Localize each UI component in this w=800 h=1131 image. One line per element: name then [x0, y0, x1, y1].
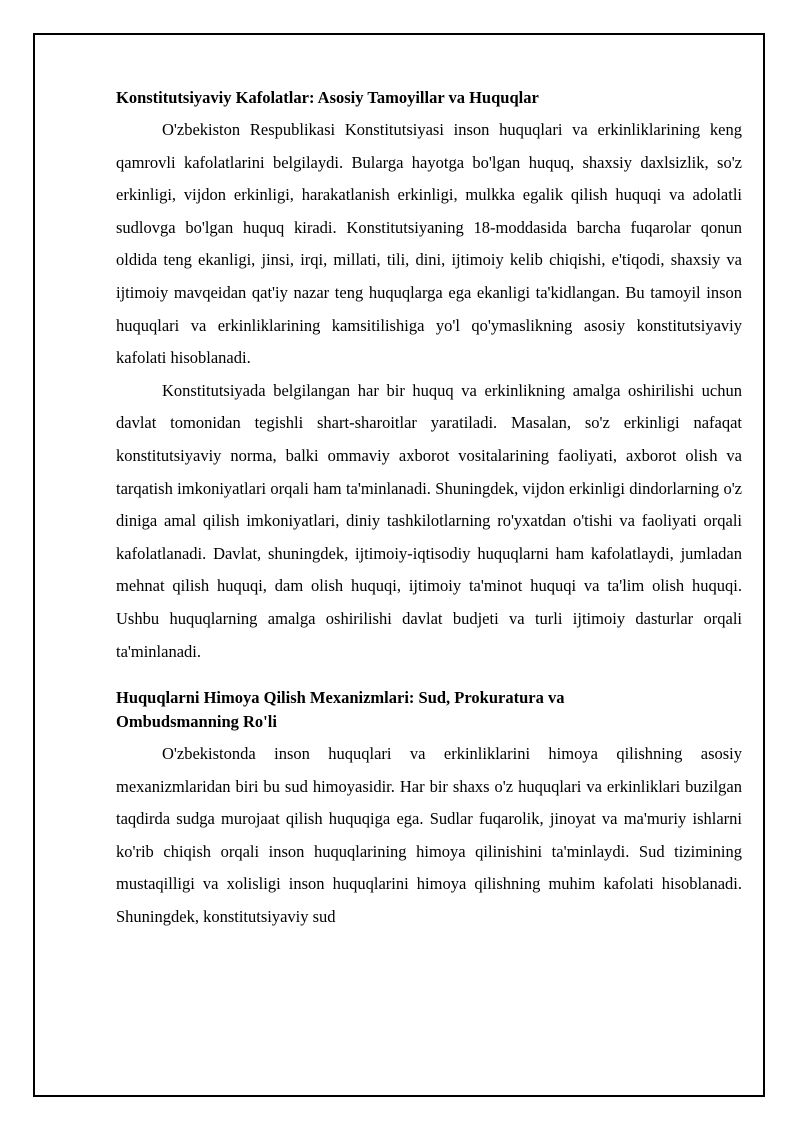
section-heading — [116, 686, 742, 734]
section-heading: Konstitutsiyaviy Kafolatlar: Asosiy Tamoyillar va Huquqlar — [116, 88, 539, 107]
section-heading-line: Ombudsmanning Ro'li — [116, 712, 277, 732]
document-body — [116, 86, 742, 934]
paragraph: O'zbekistonda inson huquqlari va erkinliklarini himoya qilishning asosiy mexanizmlaridan biri bu sud himoyasidir. Har bir shaxs o'z huquqlari va erkinliklari buzilgan taqdirda sudga murojaat qilish huquqiga ega. Sudlar fuqarolik, jinoyat va ma'muriy ishlarni ko'rib chiqish orqali inson huquqlarining himoya qilinishini ta'minlaydi. Sud tizimining mustaqilligi va xolisligi inson huquqlarini himoya qilishning muhim kafolati hisoblanadi. Shuningdek, konstitutsiyaviy sud — [116, 744, 742, 927]
paragraph: O'zbekiston Respublikasi Konstitutsiyasi inson huquqlari va erkinliklarining keng qamrovli kafolatlarini belgilaydi. Bularga hayotga bo'lgan huquq, shaxsiy daxlsizlik, so'z erkinligi, vijdon erkinligi, harakatlanish erkinligi, mulkka egalik qilish huquqi va adolatli sudlovga bo'lgan huquq kiradi. Konstitutsiyaning 18-moddasida barcha fuqarolar qonun oldida teng ekanligi, jinsi, irqi, millati, tili, dini, ijtimoiy kelib chiqishi, e'tiqodi, shaxsiy va ijtimoiy mavqeidan qat'iy nazar teng huquqlarga ega ekanligi ta'kidlangan. Bu tamoyil inson huquqlari va erkinliklarining kamsitilishiga yo'l qo'ymaslikning asosiy konstitutsiyaviy kafolati hisoblanadi. — [116, 120, 742, 368]
section-heading-line: Huquqlarni Himoya Qilish Mexanizmlari: Sud, Prokuratura va — [116, 688, 565, 708]
paragraph: Konstitutsiyada belgilangan har bir huquq va erkinlikning amalga oshirilishi uchun davlat tomonidan tegishli shart-sharoitlar yaratiladi. Masalan, so'z erkinligi nafaqat konstitutsiyaviy norma, balki ommaviy axborot vositalarining faoliyati, axborot olish va tarqatish imkoniyatlari orqali ham ta'minlanadi. Shuningdek, vijdon erkinligi dindorlarning o'z diniga amal qilish imkoniyatlari, diniy tashkilotlarning ro'yxatdan o'tishi va faoliyati orqali kafolatlanadi. Davlat, shuningdek, ijtimoiy-iqtisodiy huquqlarni ham kafolatlaydi, jumladan mehnat qilish huquqi, dam olish huquqi, ijtimoiy ta'minot huquqi va ta'lim olish huquqi. Ushbu huquqlarning amalga oshirilishi davlat budjeti va turli ijtimoiy dasturlar orqali ta'minlanadi. — [116, 380, 742, 661]
